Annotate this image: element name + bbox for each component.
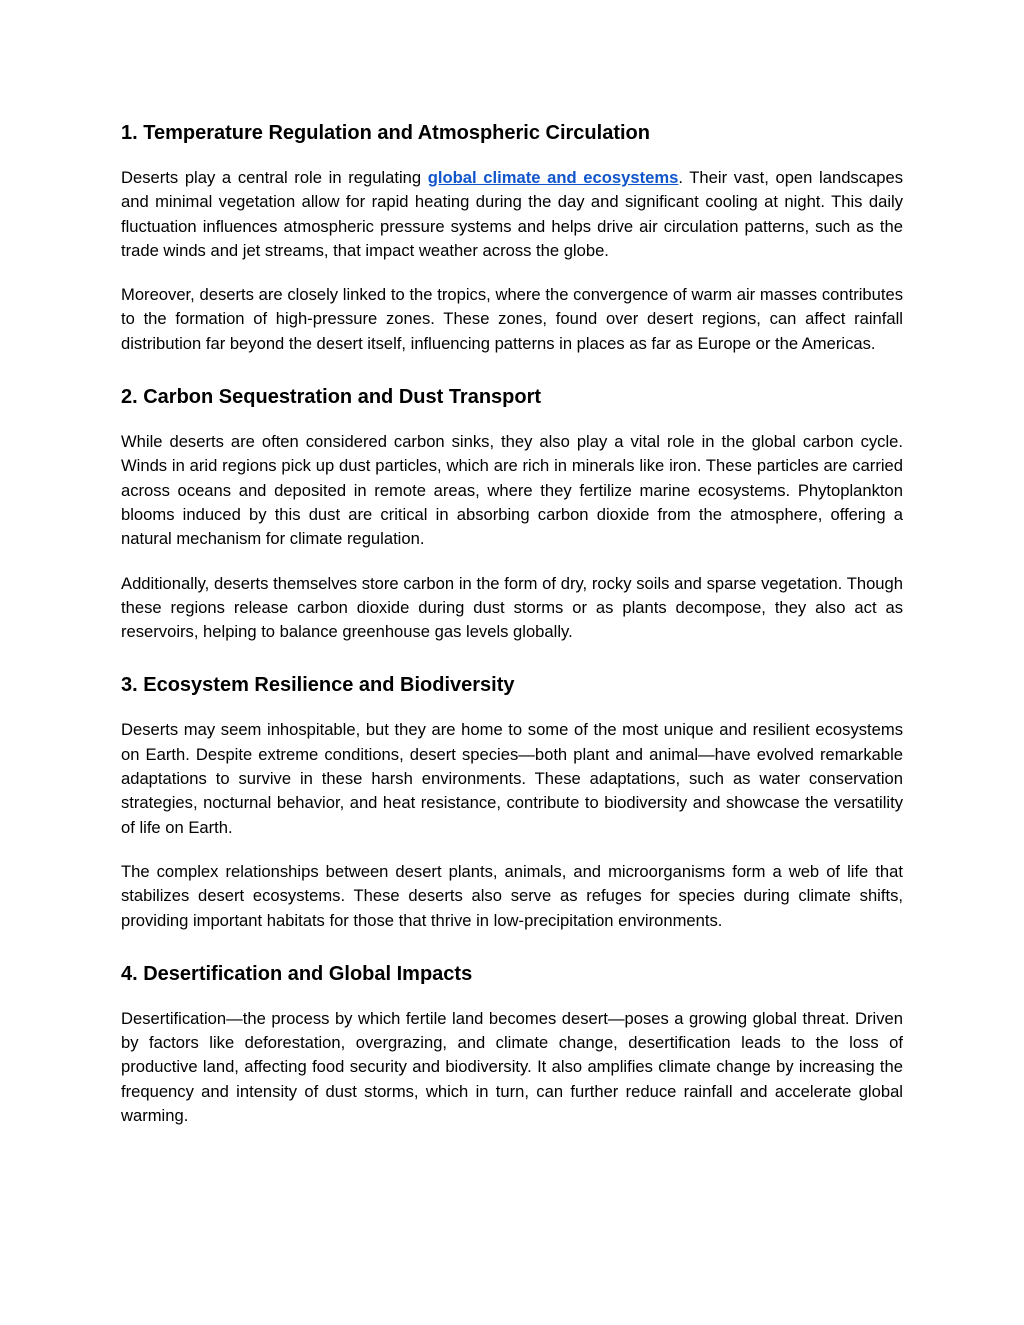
section-heading: 4. Desertification and Global Impacts xyxy=(121,962,473,985)
paragraph: The complex relationships between desert plants, animals, and microorganisms form a web of life that stabilizes desert ecosystems. These deserts also serve as refuges for species during climate shifts, providing important habitats for those that thrive in low-precipitation environments. xyxy=(121,861,903,930)
paragraph: Desertification—the process by which fertile land becomes desert—poses a growing global threat. Driven by factors like deforestation, overgrazing, and climate change, desertification leads to the loss of productive land, affecting food security and biodiversity. It also amplifies climate change by increasing the frequency and intensity of dust storms, which in turn, can further reduce rainfall and accelerate global warming. xyxy=(121,1008,903,1126)
paragraph: Deserts may seem inhospitable, but they are home to some of the most unique and resilient ecosystems on Earth. Despite extreme conditions, desert species—both plant and animal—have evolved remarkable adaptations to survive in these harsh environments. These adaptations, such as water conservation strategies, nocturnal behavior, and heat resistance, contribute to biodiversity and showcase the versatility of life on Earth. xyxy=(121,720,903,837)
paragraph-text: . Their vast, open landscapes and minimal vegetation allow for rapid heating during the day and significant cooling at night. This daily fluctuation influences atmospheric pressure systems and helps drive air circulation patterns, such as the trade winds and jet streams, that impact weather across the globe. xyxy=(121,168,904,260)
section-desertification xyxy=(121,959,903,1128)
section-ecosystem-resilience xyxy=(121,670,903,932)
section-carbon-sequestration xyxy=(121,382,903,644)
section-temperature-regulation xyxy=(121,118,903,356)
section-heading: 2. Carbon Sequestration and Dust Transport xyxy=(121,386,542,409)
section-heading: 3. Ecosystem Resilience and Biodiversity xyxy=(121,674,515,697)
paragraph-text: Deserts play a central role in regulating xyxy=(121,168,428,187)
paragraph: While deserts are often considered carbon sinks, they also play a vital role in the global carbon cycle. Winds in arid regions pick up dust particles, which are rich in minerals like iron. These particles are carried across oceans and deposited in remote areas, where they fertilize marine ecosystems. Phytoplankton blooms induced by this dust are critical in absorbing carbon dioxide from the atmosphere, offering a natural mechanism for climate regulation. xyxy=(121,432,903,549)
paragraph: Additionally, deserts themselves store carbon in the form of dry, rocky soils and sparse vegetation. Though these regions release carbon dioxide during dust storms or as plants decompose, they also act as reservoirs, helping to balance greenhouse gas levels globally. xyxy=(121,573,903,642)
paragraph: Moreover, deserts are closely linked to the tropics, where the convergence of warm air masses contributes to the formation of high-pressure zones. These zones, found over desert regions, can affect rainfall distribution far beyond the desert itself, influencing patterns in places as far as Europe or the Americas. xyxy=(121,285,903,353)
global-climate-link[interactable]: global climate and ecosystems xyxy=(427,168,679,187)
document-page xyxy=(121,118,903,1154)
section-heading: 1. Temperature Regulation and Atmospheric Circulation xyxy=(121,122,650,144)
paragraph xyxy=(121,166,903,263)
